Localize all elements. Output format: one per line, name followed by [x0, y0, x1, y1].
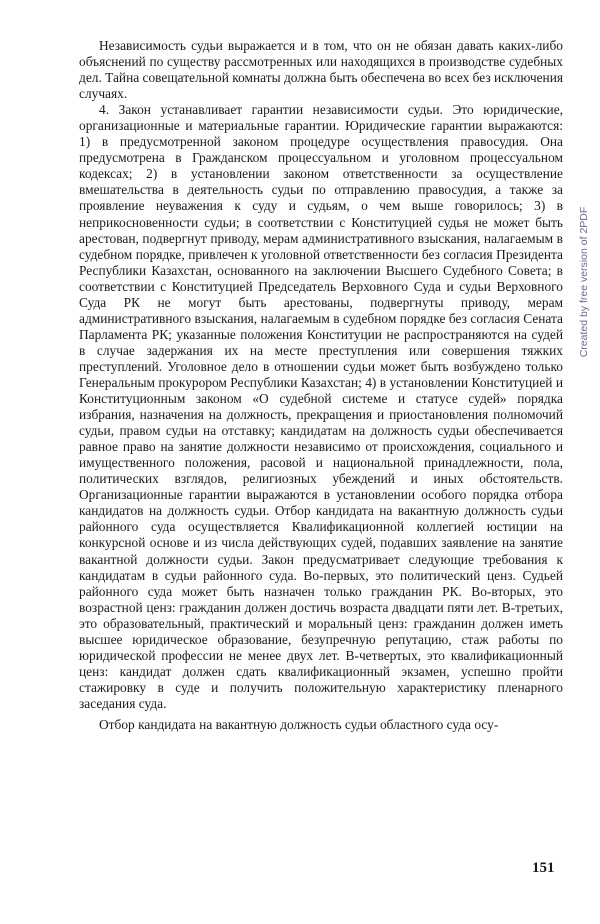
- watermark-text: Created by free version of 2PDF: [578, 206, 590, 358]
- page-body: [79, 38, 563, 733]
- paragraph-judge-independence: Независимость судьи выражается и в том, что он не обязан давать каких-либо объяснений по существу рассмотренных или находящихся в производстве судебных дел. Тайна совещательной комнаты должна быть обеспечена во всех без исключения случаях.: [79, 38, 564, 102]
- page-number: 151: [532, 860, 555, 876]
- paragraph-guarantees: 4. Закон устанавливает гарантии независимости судьи. Это юридические, организационные и материальные гарантии. Юридические гарантии выражаются: 1) в предусмотренной законом процедуре осуществления правосудия. Она предусмотрена в Гражданском процессуальном и уголовном процессуальном кодексах; 2) в установлении законом ответственности за осуществление вмешательства в деятельность судьи по отправлению правосудия, а также за проявление неуважения к суду и судьям, о чем выше говорилось; 3) в неприкосновенности судьи; в соответствии с Конституцией судья не может быть арестован, подвергнут приводу, мерам административного взыскания, налагаемым в судебном порядке, привлечен к уголовной ответственности без согласия Президента Республики Казахстан, основанного на заключении Высшего Судебного Совета; в соответствии с Конституцией Председатель Верховного Суда и судьи Верховного Суда РК не могут быть арестованы, подвергнуты приводу, мерам административного взыскания, налагаемым в судебном порядке без согласия Сената Парламента РК; указанные положения Конституции не распространяются на судей в случае задержания их на месте преступления или совершения тяжких преступлений. Уголовное дело в отношении судьи может быть возбуждено только Генеральным прокурором Республики Казахстан; 4) в установлении Конституцией и Конституционным законом «О судебной системе и статусе судей» порядка избрания, назначения на должность, прекращения и приостановления полномочий судьи, правом судьи на отставку; кандидатам на должность судьи обеспечивается равное право на занятие должности независимо от происхождения, социального и имущественного положения, расовой и национальной принадлежности, пола, политических взглядов, религиозных убеждений и иных обстоятельств. Организационные гарантии выражаются в установлении особого порядка отбора кандидатов на должность судьи. Отбор кандидата на вакантную должность судьи районного суда осуществляется Квалификационной коллегией юстиции на конкурсной основе и из числа действующих судей, подавших заявление на занятие вакантной должности судьи. Закон предусматривает следующие требования к кандидатам в судьи районного суда. Во-первых, это политический ценз. Судьей районного суда может быть назначен только гражданин РК. Во-вторых, это возрастной ценз: гражданин должен достичь возраста двадцати пяти лет. В-третьих, это образовательный, практический и моральный ценз: гражданин должен иметь высшее юридическое образование, безупречную репутацию, стаж работы по юридической профессии не менее двух лет. В-четвертых, это квалификационный ценз: кандидат должен сдать квалификационный экзамен, успешно пройти стажировку в суде и получить положительную характеристику пленарного заседания суда.: [79, 102, 563, 711]
- paragraph-regional-court-selection: Отбор кандидата на вакантную должность судьи областного суда осу-: [99, 716, 499, 732]
